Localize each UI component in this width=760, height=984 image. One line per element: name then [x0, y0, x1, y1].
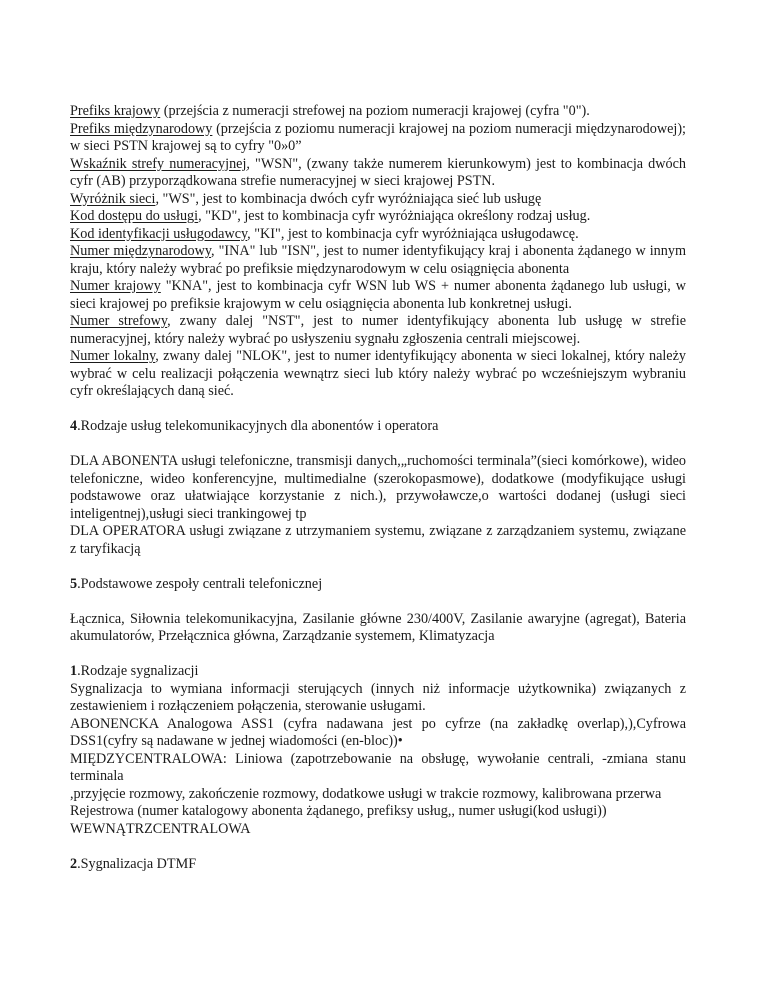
section-number: 4: [70, 418, 78, 434]
definition-text: , "WS", jest to kombinacja dwóch cyfr wyróżniająca sieć lub usługę: [155, 190, 542, 207]
spacer: [70, 401, 686, 419]
definition-ki: [70, 226, 686, 244]
spacer: [70, 436, 686, 454]
definition-text: (przejścia z numeracji strefowej na poziom numeracji krajowej (cyfra "0").: [160, 103, 590, 119]
definition-text: "KNA", jest to kombinacja cyfr WSN lub WS + numer abonenta żądanego lub usługi, w sieci krajowej po prefiksie krajowym w celu osiągnięcia abonenta lub konkretnej usługi.: [70, 278, 686, 312]
definition-prefiks-krajowy: [70, 103, 686, 121]
section-1-paragraph: Sygnalizacja to wymiana informacji sterujących (innych niż informacje użytkownika) związanych z zestawieniem i rozłączeniem połączenia, sterowanie usługami.: [70, 680, 686, 714]
definition-term: Kod identyfikacji usługodawcy: [70, 225, 248, 242]
section-title: .Rodzaje sygnalizacji: [77, 663, 199, 679]
definition-text: , "WSN", (zwany także numerem kierunkowym) jest to kombinacja dwóch cyfr (AB) przyporządkowana strefie numeracyjnej w sieci krajowej PSTN.: [70, 155, 686, 189]
definition-term: Kod dostępu do usługi: [70, 208, 199, 224]
section-5-heading: [70, 576, 686, 594]
spacer: [70, 593, 686, 611]
section-1-paragraph: WEWNĄTRZCENTRALOWA: [70, 820, 251, 837]
definition-text: , "KD", jest to kombinacja cyfr wyróżniająca określony rodzaj usług.: [198, 208, 591, 224]
definition-numer-krajowy: [70, 278, 686, 313]
definition-term: Prefiks międzynarodowy: [70, 120, 213, 137]
section-title: .Podstawowe zespoły centrali telefonicznej: [77, 575, 323, 592]
section-1-paragraph: Rejestrowa (numer katalogowy abonenta żądanego, prefiksy usług,, numer usługi(kod usługi)): [70, 803, 607, 819]
definition-text: , "KI", jest to kombinacja cyfr wyróżniająca usługodawcę.: [247, 225, 579, 242]
definition-text: , zwany dalej "NST", jest to numer identyfikujący abonenta lub usługę w strefie numeracyjnej, który należy wybrać po usłyszeniu sygnału zgłoszenia centrali miejscowej.: [70, 313, 686, 347]
document-page: [70, 103, 686, 873]
definition-term: Wskaźnik strefy numeracyjnej: [70, 155, 247, 172]
definition-text: , "INA" lub "ISN", jest to numer identyfikujący kraj i abonenta żądanego w innym kraju, który należy wybrać po prefiksie międzynarodowym w celu osiągnięcia abonenta: [70, 243, 686, 277]
definition-term: Numer lokalny: [70, 348, 156, 364]
section-4-paragraph: DLA ABONENTA usługi telefoniczne, transmisji danych,„ruchomości terminala”(sieci komórkowe), wideo telefoniczne, wideo konferencyjne, multimedialne (szerokopasmowe), dodatkowe (modyfikujące usługi podstawowe oraz ułatwiające korzystanie z nich.), przywoławcze,o wartości dodanej (usługi sieci inteligentnej),usługi sieci trankingowej tp: [70, 453, 686, 522]
section-4-paragraph: DLA OPERATORA usługi związane z utrzymaniem systemu, związane z zarządzaniem systemu, związane z taryfikacją: [70, 523, 686, 557]
definition-numer-strefowy: [70, 313, 686, 348]
section-1-heading: [70, 663, 686, 681]
definition-wsn: [70, 156, 686, 191]
definition-term: Wyróżnik sieci: [70, 190, 156, 207]
spacer: [70, 838, 686, 856]
section-number: 2: [70, 855, 78, 872]
definition-term: Prefiks krajowy: [70, 103, 161, 119]
definition-numer-lokalny: [70, 348, 686, 401]
definition-ws: [70, 191, 686, 209]
definition-term: Numer strefowy: [70, 313, 168, 329]
definition-numer-miedzynarodowy: [70, 243, 686, 278]
definition-term: Numer krajowy: [70, 278, 161, 294]
section-1-paragraph: ,przyjęcie rozmowy, zakończenie rozmowy, dodatkowe usługi w trakcie rozmowy, kalibrowana przerwa: [70, 785, 662, 802]
section-number: 1: [70, 663, 78, 679]
section-5-paragraph: Łącznica, Siłownia telekomunikacyjna, Zasilanie główne 230/400V, Zasilanie awaryjne (agregat), Bateria akumulatorów, Przełącznica główna, Zarządzanie systemem, Klimatyzacja: [70, 610, 686, 644]
section-1-paragraph: MIĘDZYCENTRALOWA: Liniowa (zapotrzebowanie na obsługę, wywołanie centrali, -zmiana stanu terminala: [70, 750, 686, 784]
definition-text: (przejścia z poziomu numeracji krajowej na poziom numeracji międzynarodowej); w sieci PSTN krajowej są to cyfry "0»0”: [70, 120, 686, 154]
spacer: [70, 646, 686, 664]
definition-text: , zwany dalej "NLOK", jest to numer identyfikujący abonenta w sieci lokalnej, który należy wybrać w celu realizacji połączenia wewnątrz sieci lub który należy wybrać po wcześniejszym wybraniu cyfr określających daną sieć.: [70, 348, 686, 399]
definition-kd: [70, 208, 686, 226]
section-title: .Sygnalizacja DTMF: [77, 855, 197, 872]
section-2-heading: [70, 856, 686, 874]
definition-term: Numer międzynarodowy: [70, 243, 211, 259]
definition-prefiks-miedzynarodowy: [70, 121, 686, 156]
section-number: 5: [70, 575, 78, 592]
spacer: [70, 558, 686, 576]
section-4-heading: [70, 418, 686, 436]
section-title: .Rodzaje usług telekomunikacyjnych dla abonentów i operatora: [77, 418, 439, 434]
definitions-block: [70, 103, 686, 401]
section-1-paragraph: ABONENCKA Analogowa ASS1 (cyfra nadawana jest po cyfrze (na zakładkę overlap),),Cyfrowa DSS1(cyfry są nadawane w jednej wiadomości (en-bloc))•: [70, 715, 686, 749]
